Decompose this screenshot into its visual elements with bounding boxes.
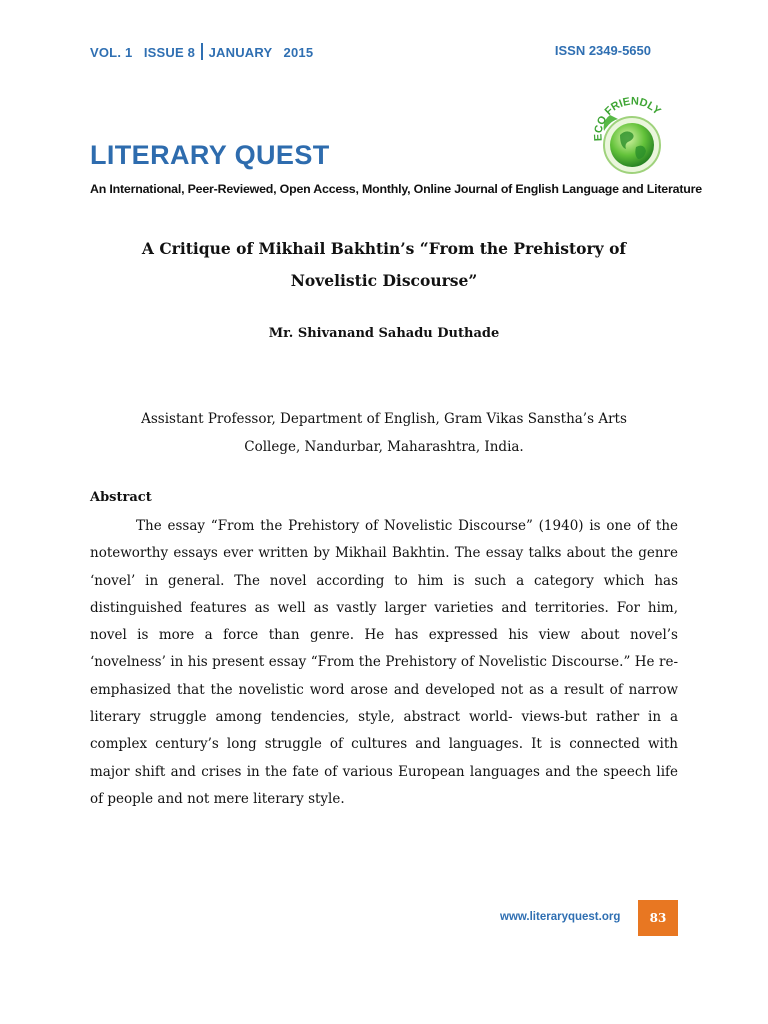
header-separator: [201, 43, 203, 60]
author-name: Mr. Shivanand Sahadu Duthade: [268, 326, 500, 341]
article-title-line-2: Novelistic Discourse”: [290, 271, 478, 290]
affiliation-line-1: Assistant Professor, Department of English, Gram Vikas Sanstha’s Arts: [141, 411, 627, 427]
journal-title: LITERARY QUEST: [90, 140, 330, 170]
footer-website-link[interactable]: www.literaryquest.org: [500, 911, 621, 923]
eco-friendly-badge: [580, 95, 680, 175]
affiliation-line-2: College, Nandurbar, Maharashtra, India.: [244, 439, 524, 455]
article-title-line-1: A Critique of Mikhail Bakhtin’s “From the Prehistory of: [141, 239, 627, 258]
article-title: [90, 233, 678, 297]
date-label: JANUARY 2015: [208, 45, 314, 60]
abstract-heading: Abstract: [90, 490, 152, 505]
volume-label: VOL. 1: [90, 45, 133, 60]
abstract-body: The essay “From the Prehistory of Novelistic Discourse” (1940) is one of the noteworthy essays ever written by Mikhail Bakhtin. The essay talks about the genre ‘novel’ in general. The novel according to him is such a category which has distinguished features as well as vastly larger varieties and territories. For him, novel is more a force than genre. He has expressed his view about novel’s ‘novelness’ in his present essay “From the Prehistory of Novelistic Discourse.” He re-emphasized that the novelistic word arose and developed not as a result of narrow literary struggle among tendencies, style, abstract world- views-but rather in a complex century’s long struggle of cultures and languages. It is connected with major shift and crises in the fate of various European languages and the speech life of people and not mere literary style.: [90, 518, 678, 807]
badge-text: ECO FRIENDLY: [592, 95, 663, 142]
issn-label: ISSN 2349-5650: [554, 43, 651, 58]
globe-icon: [610, 123, 654, 167]
page-number: 83: [638, 900, 678, 936]
journal-subtitle: An International, Peer-Reviewed, Open Access, Monthly, Online Journal of English Language and Literature: [90, 182, 702, 196]
issue-label: ISSUE 8: [143, 45, 196, 60]
author-affiliation: [90, 405, 678, 461]
issue-info: [90, 43, 313, 60]
